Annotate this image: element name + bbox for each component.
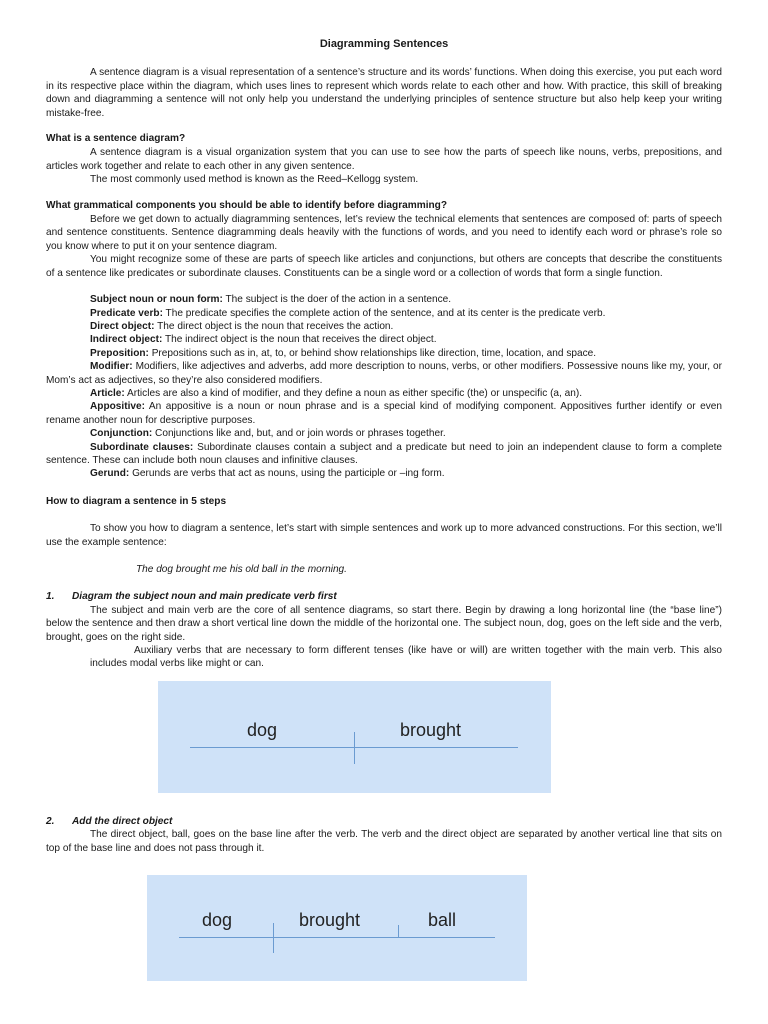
section3-paragraph: To show you how to diagram a sentence, let’s start with simple sentences and work up to more advanced constructions. For this section, we’ll use the example sentence: (46, 523, 722, 548)
definition-text: Subordinate clauses contain a subject and a predicate but need to join an independent clause to form a complete sentence. These can include both noun clauses and infinitive clauses. (46, 441, 722, 466)
definition-text: Modifiers, like adjectives and adverbs, add more description to nouns, verbs, or other modifiers. Possessive nouns like my, your, or Mom’s act as adjectives, so they’re also considered modifiers. (46, 361, 722, 386)
section-heading-how-to: How to diagram a sentence in 5 steps (46, 495, 227, 507)
definition-text: The subject is the doer of the action in a sentence. (222, 294, 452, 306)
definition-term: Indirect object: (90, 334, 163, 346)
diagram-object-line (398, 925, 399, 937)
diagram-word-object: ball (428, 910, 457, 931)
definition-item (46, 441, 722, 468)
definitions-list (46, 293, 722, 481)
step1-paragraph-2: Auxiliary verbs that are necessary to form different tenses (like have or will) are written together with the main verb. This also includes modal verbs like might or can. (90, 645, 722, 670)
definition-item (46, 427, 722, 440)
diagram-divider-line (273, 923, 274, 953)
section-heading-what-is: What is a sentence diagram? (46, 133, 186, 145)
definition-text: Gerunds are verbs that act as nouns, using the participle or –ing form. (129, 468, 445, 480)
spacer (46, 793, 722, 815)
section2-paragraph-1: Before we get down to actually diagramming sentences, let’s review the technical elements that sentences are composed of: parts of speech and sentence constituents. Sentence diagramming deals heavily with the functions of words, and you need to identify each word or phrase’s role so you know where to put it on your sentence diagram. (46, 214, 722, 252)
definition-item (46, 360, 722, 387)
definition-text: Conjunctions like and, but, and or join words or phrases together. (152, 428, 446, 440)
definition-term: Subject noun or noun form: (90, 294, 223, 306)
definition-item (46, 333, 722, 346)
definition-term: Preposition: (90, 347, 149, 359)
definition-text: The indirect object is the noun that receives the direct object. (162, 334, 437, 346)
definition-item (46, 293, 722, 306)
definition-term: Gerund: (90, 468, 130, 480)
diagram-word-verb: brought (400, 719, 462, 740)
diagram-word-verb: brought (299, 910, 361, 931)
section1-paragraph-2: The most commonly used method is known as the Reed–Kellogg system. (90, 174, 419, 186)
definition-item (46, 400, 722, 427)
diagram-subject-verb-object (147, 875, 527, 981)
definition-term: Predicate verb: (90, 307, 163, 319)
definition-text: The direct object is the noun that receives the action. (154, 320, 394, 332)
definition-term: Direct object: (90, 320, 155, 332)
definition-item (46, 387, 722, 400)
step-title: Diagram the subject noun and main predicate verb first (72, 591, 337, 603)
step-title: Add the direct object (72, 815, 173, 827)
section-heading-components: What grammatical components you should be able to identify before diagramming? (46, 199, 447, 211)
step-2-heading (46, 815, 722, 828)
definition-term: Modifier: (90, 361, 133, 373)
diagram-base-line (179, 937, 495, 938)
intro-paragraph: A sentence diagram is a visual representation of a sentence’s structure and its words’ functions. When doing this exercise, you put each word in its respective place within the diagram, which uses lines to represent which words relate to each other and how. With practice, this skill of breaking down and diagramming a sentence will not only help you understand the underlying principles of sentence structure but also help keep your writing mistake-free. (46, 67, 722, 119)
example-sentence: The dog brought me his old ball in the morning. (136, 564, 347, 575)
definition-term: Appositive: (90, 401, 145, 413)
diagram-word-subject: dog (247, 719, 278, 740)
step2-paragraph: The direct object, ball, goes on the base line after the verb. The verb and the direct object are separated by another vertical line that sits on top of the base line and does not pass through it. (46, 829, 722, 854)
definition-term: Conjunction: (90, 428, 153, 440)
step-1-heading (46, 590, 722, 603)
definition-item (46, 347, 722, 360)
definition-text: The predicate specifies the complete action of the sentence, and at its center is the predicate verb. (162, 307, 606, 319)
spacer (46, 509, 722, 522)
step-number: 1. (46, 591, 55, 603)
step1-paragraph-1: The subject and main verb are the core of all sentence diagrams, so start there. Begin by drawing a long horizontal line (the “base line”) below the sentence and then draw a short vertical line down the middle of the horizontal one. The subject noun, dog, goes on the left side and the verb, brought, goes on the right side. (46, 604, 722, 643)
definition-item (46, 467, 722, 480)
definition-term: Article: (90, 387, 125, 399)
document-title: Diagramming Sentences (319, 38, 449, 50)
definition-item (46, 307, 722, 320)
diagram-word-subject: dog (202, 910, 233, 931)
section1-paragraph-1: A sentence diagram is a visual organization system that you can use to see how the parts of speech like nouns, verbs, prepositions, and articles work together and relate to each other in any given sentence. (46, 147, 722, 172)
diagram-divider-line (354, 732, 355, 764)
definition-item (46, 320, 722, 333)
definition-text: Articles are also a kind of modifier, and they define a noun as either specific (the) or unspecific (a, an). (124, 387, 583, 399)
definition-text: An appositive is a noun or noun phrase and is a special kind of modifying component. Appositives further identify or even rename another noun for descriptive purposes. (46, 401, 722, 426)
definition-text: Prepositions such as in, at, to, or behind show relationships like direction, time, location, and space. (148, 347, 597, 359)
section2-paragraph-2: You might recognize some of these are parts of speech like articles and conjunctions, but others are concepts that describe the constituents of a sentence like predicates or subordinate clauses. Constituents can be a single word or a collection of words that form a single function. (46, 254, 722, 279)
step-number: 2. (46, 815, 55, 827)
diagram-subject-verb (158, 681, 551, 793)
definition-term: Subordinate clauses: (90, 441, 194, 453)
